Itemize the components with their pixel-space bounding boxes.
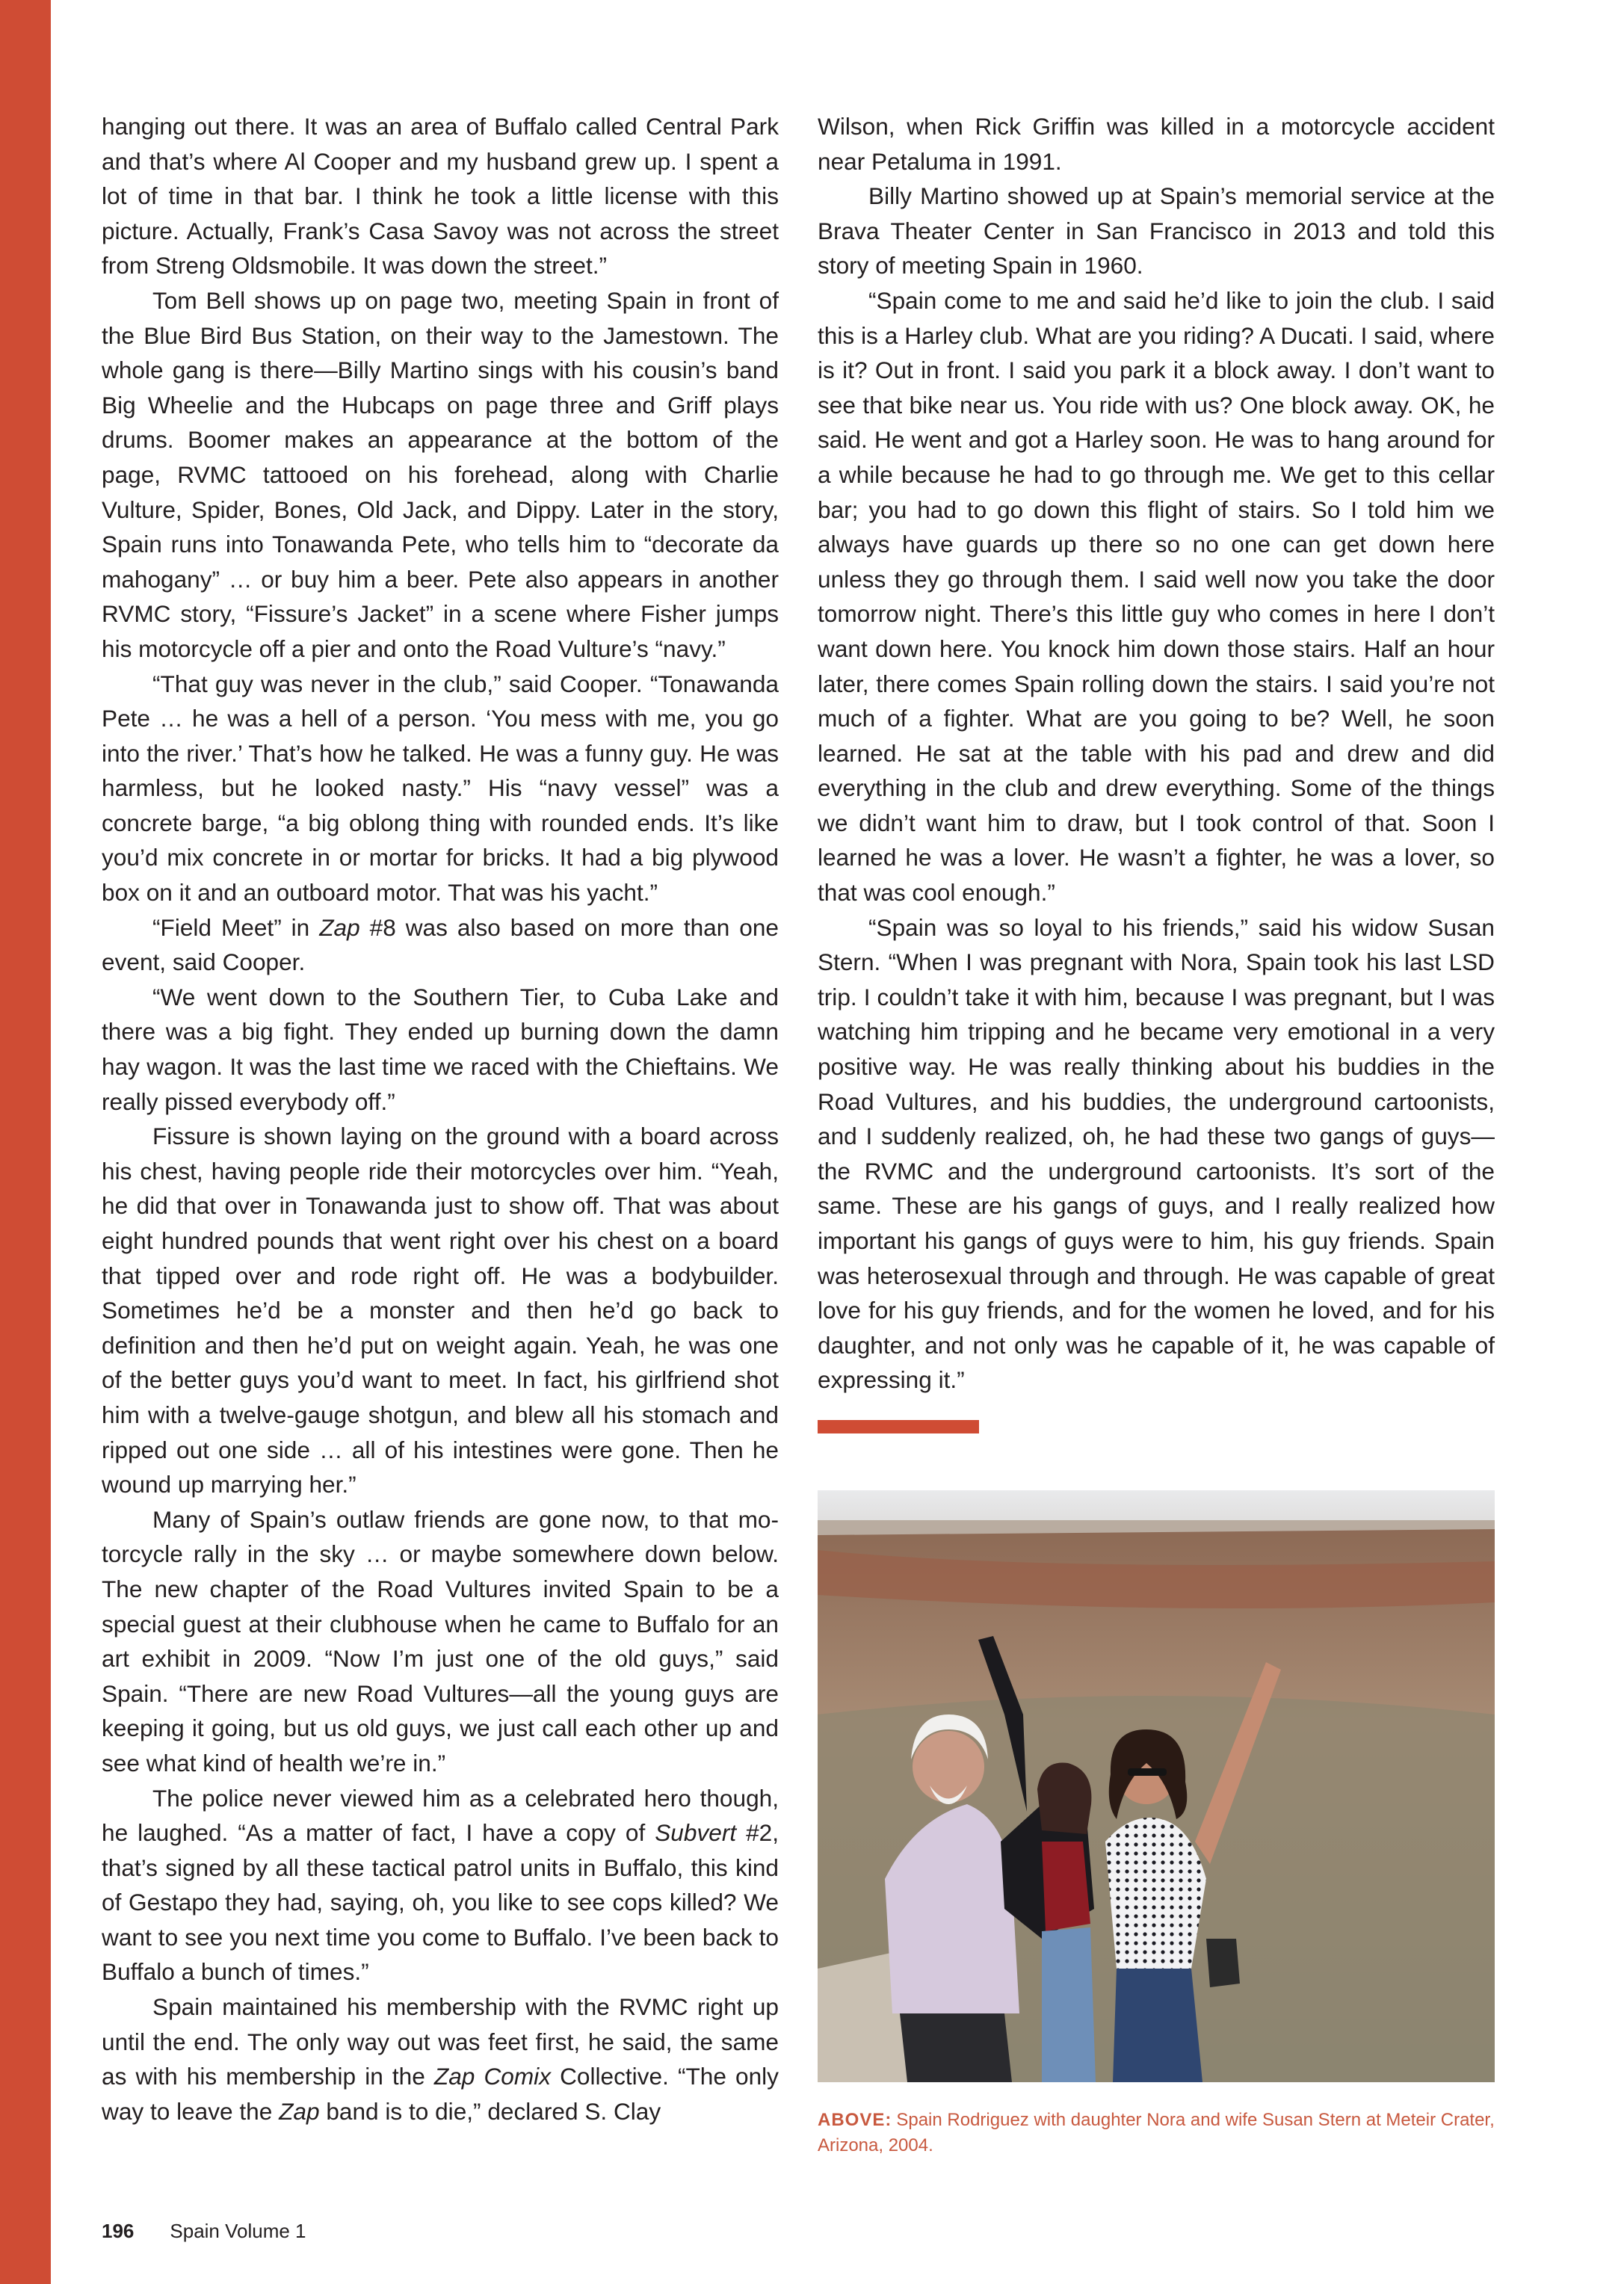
italic-title-run: Zap Comix xyxy=(433,2063,551,2090)
text-run: Tom Bell shows up on page two, meeting Spain in front of the Blue Bird Bus Station, on their way to the Jamestown. The whole gang is there—Billy Martino sings with his cousin’s band Big Wheelie and the Hubcaps on page three and Griff plays drums. Boomer makes an appearance at the bottom of the page, RVMC tattooed on his forehead, along with Charlie Vulture, Spider, Bones, Old Jack, and Dippy. Later in the story, Spain runs into Tonawanda Pete, who tells him to “decorate da mahogany” … or buy him a beer. Pete also appears in another RVMC story, “Fissure’s Jacket” in a scene where Fisher jumps his motorcycle off a pier and onto the Road Vulture’s “navy.” xyxy=(102,286,779,662)
body-paragraph xyxy=(102,1990,779,2129)
text-run: Collective. “The only way to leave the xyxy=(102,2063,779,2125)
text-run: “Field Meet” in xyxy=(152,913,320,941)
body-paragraph xyxy=(102,1119,779,1502)
body-paragraph xyxy=(102,283,779,667)
caption-label: ABOVE: xyxy=(818,2110,892,2130)
book-title: Spain Volume 1 xyxy=(170,2220,306,2242)
text-run: Many of Spain’s outlaw friends are gone now, to that motorcycle rally in the sky … or maybe somewhere down below. The new chapter of the Road Vultures invited Spain to be a special guest at their clubhouse when he came to Buffalo for an art exhibit in 2009. “Now I’m just one of the old guys,” said Spain. “There are new Road Vultures—all the young guys are keeping it going, but us old guys, we just call each other up and see what kind of health we’re in.” xyxy=(102,1505,779,1777)
italic-title-run: Subvert xyxy=(655,1819,737,1847)
body-paragraph xyxy=(102,980,779,1119)
page-number: 196 xyxy=(102,2220,135,2242)
text-run: Fissure is shown laying on the ground with a board across his chest, having people ride their motorcycles over him. “Yeah, he did that over in Tonawanda just to show off. That was about eight hundred pounds that went right over his chest on a board that tipped over and rode right off. He was a bodybuilder. Sometimes he’d be a monster and then he’d go back to definition and then he’d put on weight again. Yeah, he was one of the better guys you’d want to meet. In fact, his girlfriend shot him with a twelve-gauge shotgun, and blew all his stomach and ripped out one side … all of his intestines were gone. Then he wound up marrying her.” xyxy=(102,1123,779,1499)
text-run: “We went down to the Southern Tier, to Cuba Lake and there was a big fight. They ended up burning down the damn hay wagon. It was the last time we raced with the Chieftains. We really pissed everybody off.” xyxy=(102,983,779,1115)
text-run: band is to die,” declared S. Clay xyxy=(319,2097,661,2125)
article-column-left xyxy=(102,109,779,2129)
body-paragraph xyxy=(818,179,1495,283)
body-paragraph xyxy=(102,109,779,283)
text-run: hanging out there. It was an area of Buffalo called Central Park and that’s where Al Cooper and my husband grew up. I spent a lot of time in that bar. I think he took a little license with this picture. Actually, Frank’s Casa Savoy was not across the street from Streng Oldsmobile. It was down the street.” xyxy=(102,113,779,280)
text-run: “Spain come to me and said he’d like to join the club. I said this is a Harley club. What are you riding? A Ducati. I said, where is it? Out in front. I said you park it a block away. I don’t want to see that bike near us. You ride with us? One block away. OK, he said. He went and got a Harley soon. He was to hang around for a while because he had to go through me. We get to this cellar bar; you had to go down this flight of stairs. So I told him we always have guards up there so no one can get down here unless they go through them. I said well now you take the door tomorrow night. There’s this little guy who comes in here I don’t want down here. You knock him down those stairs. Half an hour later, there comes Spain rolling down the stairs. I said you’re not much of a fighter. What are you going to be? Well, he soon learned. He sat at the table with his pad and drew and did everything in the club and drew everything. Some of the things we didn’t want him to draw, but I took control of that. Soon I learned he was a lover. He wasn’t a fighter, he was a lover, so that was cool enough.” xyxy=(818,286,1495,907)
family-photo xyxy=(818,1490,1495,2082)
body-paragraph xyxy=(818,283,1495,910)
body-paragraph xyxy=(818,910,1495,1398)
text-run: The police never viewed him as a celebrated hero though, he laughed. “As a matter of fact, I have a copy of xyxy=(102,1784,779,1847)
italic-title-run: Zap xyxy=(319,913,360,941)
italic-title-run: Zap xyxy=(279,2097,320,2125)
body-paragraph xyxy=(818,109,1495,179)
body-paragraph xyxy=(102,1781,779,1990)
section-divider-rule xyxy=(818,1420,979,1433)
page-footer xyxy=(102,2220,306,2243)
caption-text: Spain Rodriguez with daughter Nora and wife Susan Stern at Meteir Crater, Arizona, 2004. xyxy=(818,2110,1495,2155)
article-column-right xyxy=(818,109,1495,1398)
text-run: #8 was also based on more than one event, said Cooper. xyxy=(102,913,779,976)
page-edge-accent-bar xyxy=(0,0,51,2284)
text-run: Wilson, when Rick Griffin was killed in a motorcycle accident near Petaluma in 1991. xyxy=(818,113,1495,175)
text-run: “That guy was never in the club,” said Cooper. “Tonawanda Pete … he was a hell of a person. ‘You mess with me, you go into the river.’ That’s how he talked. He was a funny guy. He was harmless, but he looked nasty.” His “navy vessel” was a concrete barge, “a big oblong thing with rounded ends. It’s like you’d mix concrete in or mortar for bricks. It had a big plywood box on it and an outboard motor. That was his yacht.” xyxy=(102,670,779,907)
text-run: Spain maintained his membership with the RVMC right up until the end. The only way out was feet first, he said, the same as with his membership in the xyxy=(102,1993,779,2090)
body-paragraph xyxy=(102,667,779,910)
text-run: #2, that’s signed by all these tactical patrol units in Buffalo, this kind of Gestapo they had, saying, oh, you like to see cops killed? We want to see you next time you come to Buffalo. I’ve been back to Buffalo a bunch of times.” xyxy=(102,1819,779,1986)
text-run: “Spain was so loyal to his friends,” said his widow Susan Stern. “When I was pregnant with Nora, Spain took his last LSD trip. I couldn’t take it with him, because I was pregnant, but I was watching him tripping and he became very emotional in a very positive way. He was really thinking about his buddies in the Road Vultures, and his buddies, the underground cartoonists, and I suddenly realized, oh, he had these two gangs of guys—the RVMC and the underground cartoonists. It’s sort of the same. These are his gangs of guys, and I really realized how important his gangs of guys were to him, his guy friends. Spain was heterosexual through and through. He was capable of great love for his guy friends, and for the women he loved, and for his daughter, and not only was he capable of it, he was capable of expressing it.” xyxy=(818,913,1495,1394)
body-paragraph xyxy=(102,1502,779,1781)
photo-caption xyxy=(818,2108,1513,2158)
text-run: Billy Martino showed up at Spain’s memorial service at the Brava Theater Center in San Francisco in 2013 and told this story of meeting Spain in 1960. xyxy=(818,182,1495,280)
body-paragraph xyxy=(102,910,779,980)
